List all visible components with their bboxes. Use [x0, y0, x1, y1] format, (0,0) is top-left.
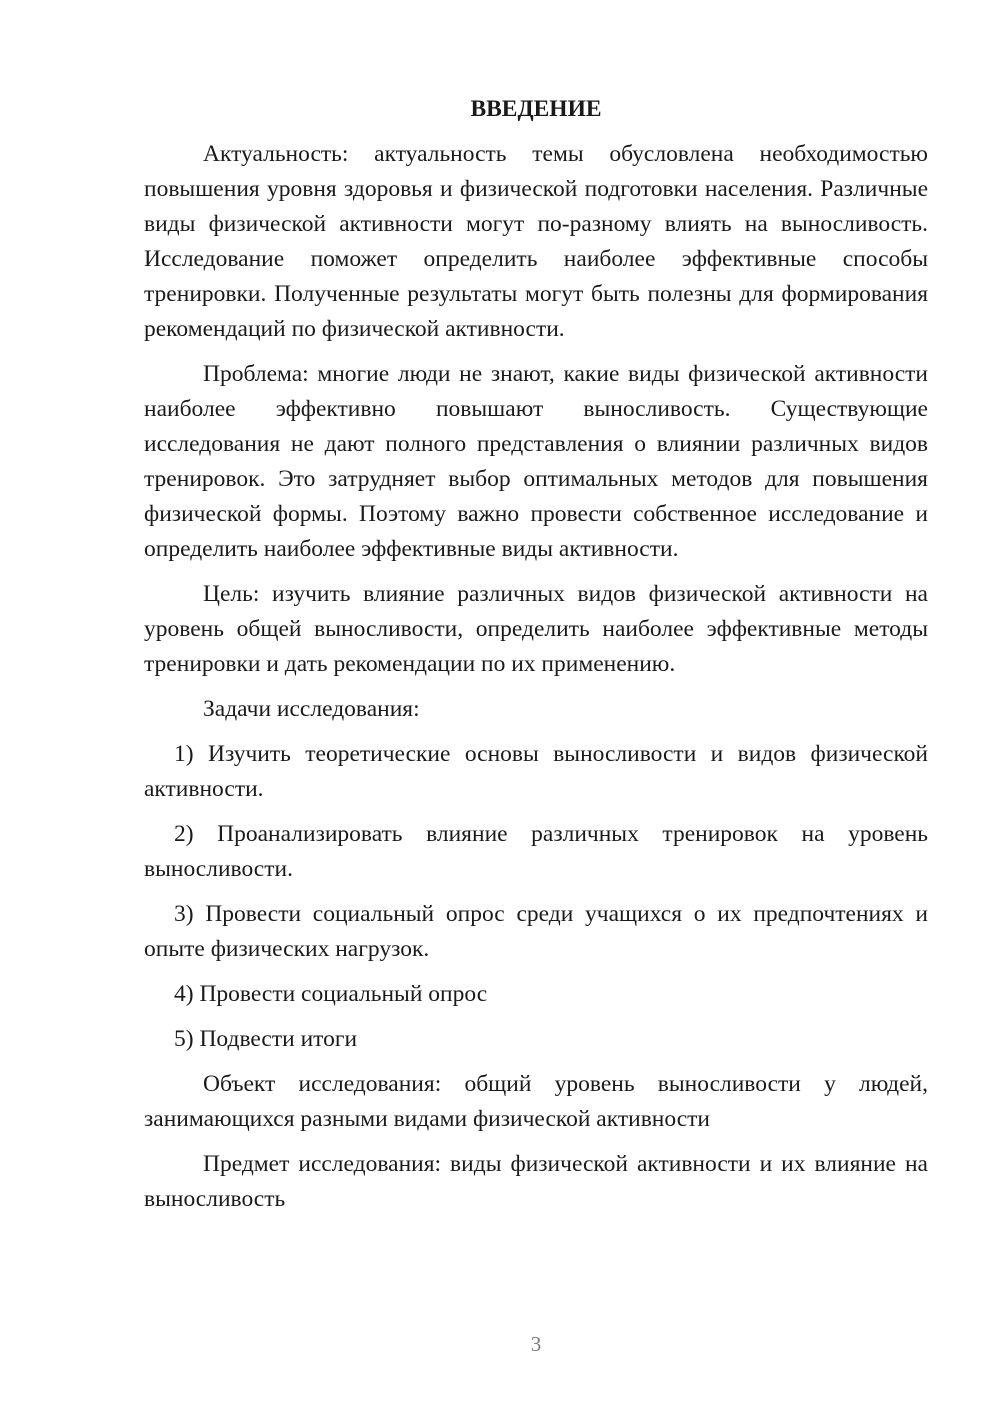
- page-content: [144, 92, 928, 1227]
- task-item-3: 3) Провести социальный опрос среди учащихся о их предпочтениях и опыте физических нагрузок.: [144, 901, 928, 962]
- subject-paragraph: Предмет исследования: виды физической активности и их влияние на выносливость: [144, 1151, 928, 1212]
- page-number: 3: [530, 1332, 542, 1356]
- relevance-paragraph: Актуальность: актуальность темы обусловлена необходимостью повышения уровня здоровья и физической подготовки населения. Различные виды физической активности могут по-разному влиять на выносливость. Исследование поможет определить наиболее эффективные способы тренировки. Полученные результаты могут быть полезны для формирования рекомендаций по физической активности.: [144, 141, 928, 342]
- task-item-1: 1) Изучить теоретические основы выносливости и видов физической активности.: [144, 741, 928, 802]
- goal-paragraph: Цель: изучить влияние различных видов физической активности на уровень общей выносливости, определить наиболее эффективные методы тренировки и дать рекомендации по их применению.: [144, 581, 928, 677]
- task-item-4: 4) Провести социальный опрос: [174, 981, 488, 1007]
- task-item-5: 5) Подвести итоги: [174, 1026, 358, 1052]
- task-item-2: 2) Проанализировать влияние различных тренировок на уровень выносливости.: [144, 821, 928, 882]
- section-heading: ВВЕДЕНИЕ: [470, 96, 602, 122]
- tasks-heading: Задачи исследования:: [203, 696, 420, 722]
- problem-paragraph: Проблема: многие люди не знают, какие виды физической активности наиболее эффективно повышают выносливость. Существующие исследования не дают полного представления о влиянии различных видов тренировок. Это затрудняет выбор оптимальных методов для повышения физической формы. Поэтому важно провести собственное исследование и определить наиболее эффективные виды активности.: [144, 361, 928, 562]
- object-paragraph: Объект исследования: общий уровень выносливости у людей, занимающихся разными видами физической активности: [144, 1071, 928, 1132]
